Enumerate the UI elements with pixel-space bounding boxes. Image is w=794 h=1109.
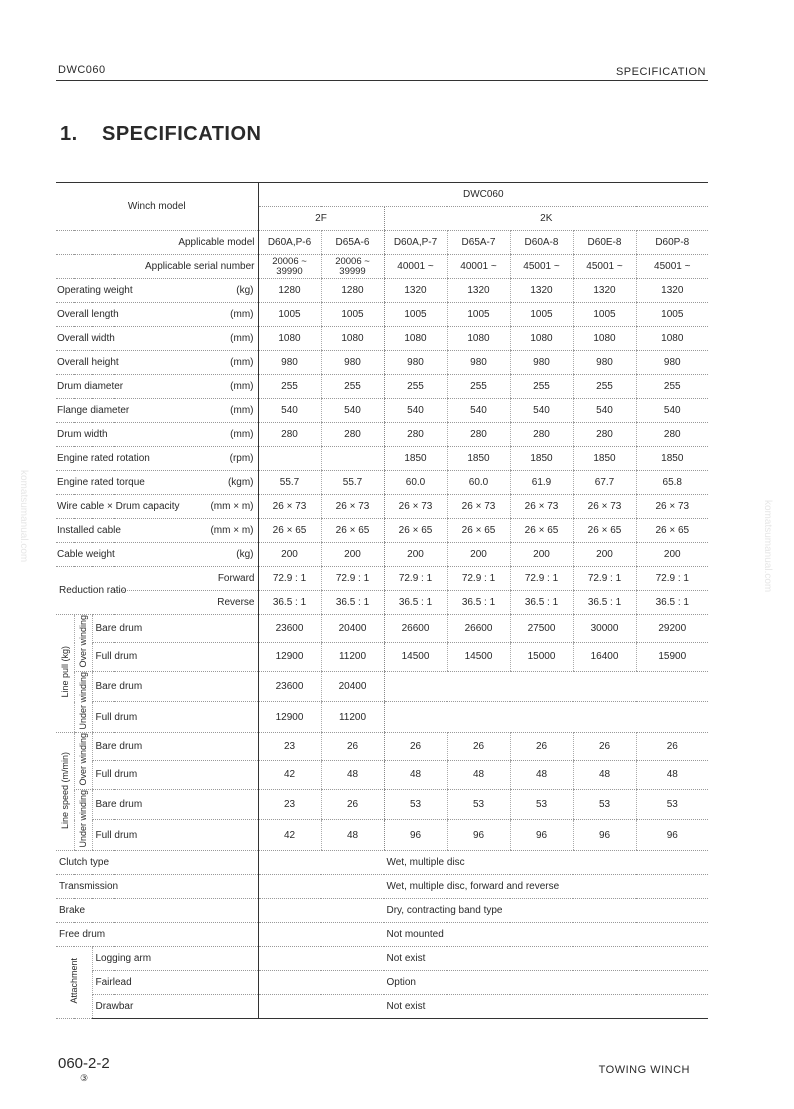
spec-row — [56, 423, 708, 447]
spec-unit: (mm) — [230, 333, 254, 344]
reverse-value: 36.5 : 1 — [321, 591, 384, 615]
misc-value: Wet, multiple disc, forward and reverse — [258, 875, 708, 899]
serial-cell: 45001 ~ — [636, 255, 708, 279]
header-rule — [56, 80, 708, 81]
speed-value: 96 — [447, 820, 510, 851]
spec-value: 1080 — [384, 327, 447, 351]
spec-value: 26 × 65 — [636, 519, 708, 543]
doc-code: DWC060 — [58, 64, 106, 76]
spec-value: 26 × 73 — [384, 495, 447, 519]
spec-name: Overall width — [57, 333, 115, 344]
footer-section: TOWING WINCH — [598, 1064, 690, 1076]
spec-value: 280 — [384, 423, 447, 447]
serial-to: 39990 — [276, 265, 303, 277]
attachment-item-value: Option — [258, 971, 708, 995]
attachment-item-label: Logging arm — [92, 947, 258, 971]
line-pull-over-bare-row — [56, 615, 708, 643]
serial-cell: 45001 ~ — [510, 255, 573, 279]
full-drum-label: Full drum — [92, 643, 258, 671]
spec-row — [56, 351, 708, 375]
reduction-forward-row — [56, 567, 708, 591]
speed-value: 26 — [321, 789, 384, 820]
winch-model-row — [56, 183, 708, 207]
spec-value: 255 — [636, 375, 708, 399]
spec-value: 26 × 65 — [258, 519, 321, 543]
misc-label: Transmission — [56, 875, 258, 899]
spec-value: 255 — [384, 375, 447, 399]
spec-row — [56, 327, 708, 351]
spec-value: 55.7 — [258, 471, 321, 495]
model-cell: D60A,P-7 — [384, 231, 447, 255]
spec-name: Wire cable × Drum capacity — [57, 501, 180, 512]
revision-mark: ③ — [80, 1073, 89, 1083]
spec-value: 255 — [510, 375, 573, 399]
attachment-label — [56, 947, 92, 1019]
serial-from: 20006 ~ — [335, 255, 370, 267]
pull-value: 23600 — [258, 671, 321, 702]
spec-row — [56, 447, 708, 471]
pull-value: 14500 — [447, 643, 510, 671]
attachment-row — [56, 995, 708, 1019]
speed-value: 53 — [636, 789, 708, 820]
line-speed-under-bare-row — [56, 789, 708, 820]
spec-value: 540 — [447, 399, 510, 423]
model-cell: D60A-8 — [510, 231, 573, 255]
specification-table — [56, 182, 708, 1019]
speed-value: 26 — [636, 733, 708, 761]
winch-model-label: Winch model — [56, 183, 258, 231]
spec-value: 200 — [258, 543, 321, 567]
spec-value: 1080 — [321, 327, 384, 351]
spec-value: 1850 — [573, 447, 636, 471]
spec-value: 1005 — [384, 303, 447, 327]
group-2k: 2K — [384, 207, 708, 231]
spec-unit: (kg) — [236, 549, 254, 560]
spec-row — [56, 375, 708, 399]
spec-value: 26 × 73 — [447, 495, 510, 519]
spec-value: 540 — [384, 399, 447, 423]
misc-value: Wet, multiple disc — [258, 851, 708, 875]
spec-value: 980 — [258, 351, 321, 375]
line-pull-under-text: Under winding — [78, 671, 88, 730]
spec-value: 1320 — [636, 279, 708, 303]
spec-value: 1005 — [573, 303, 636, 327]
applicable-model-label: Applicable model — [56, 231, 258, 255]
misc-label: Brake — [56, 899, 258, 923]
speed-value: 26 — [510, 733, 573, 761]
spec-value: 1080 — [447, 327, 510, 351]
attachment-item-label: Fairlead — [92, 971, 258, 995]
reverse-value: 36.5 : 1 — [636, 591, 708, 615]
misc-row — [56, 875, 708, 899]
line-speed-over-bare-row — [56, 733, 708, 761]
spec-row — [56, 471, 708, 495]
spec-row-label — [56, 423, 258, 447]
spec-unit: (rpm) — [229, 453, 254, 464]
spec-name: Installed cable — [57, 525, 121, 536]
full-drum-label: Full drum — [92, 702, 258, 733]
spec-value: 1850 — [384, 447, 447, 471]
misc-label: Clutch type — [56, 851, 258, 875]
line-pull-under-bare-row — [56, 671, 708, 702]
speed-value: 26 — [447, 733, 510, 761]
winch-model-value: DWC060 — [258, 183, 708, 207]
speed-value: 26 — [384, 733, 447, 761]
spec-value: 65.8 — [636, 471, 708, 495]
serial-row — [56, 255, 708, 279]
attachment-row — [56, 947, 708, 971]
attachment-row — [56, 971, 708, 995]
misc-row — [56, 923, 708, 947]
spec-value: 26 × 65 — [573, 519, 636, 543]
misc-label: Free drum — [56, 923, 258, 947]
spec-value: 200 — [573, 543, 636, 567]
spec-value: 255 — [447, 375, 510, 399]
line-speed-text: Line speed (m/min) — [59, 751, 70, 829]
pull-value: 23600 — [258, 615, 321, 643]
empty-cell — [384, 702, 708, 733]
line-pull-over-text: Over winding — [78, 615, 88, 668]
spec-value: 26 × 73 — [573, 495, 636, 519]
spec-value: 1850 — [510, 447, 573, 471]
spec-unit: (kg) — [236, 285, 254, 296]
spec-value: 980 — [447, 351, 510, 375]
spec-name: Flange diameter — [57, 405, 130, 416]
speed-value: 48 — [636, 761, 708, 789]
section-header: SPECIFICATION — [615, 66, 706, 78]
spec-value: 980 — [384, 351, 447, 375]
serial-cell — [321, 255, 384, 279]
speed-value: 23 — [258, 733, 321, 761]
line-pull-label — [56, 615, 74, 733]
spec-value: 280 — [573, 423, 636, 447]
speed-value: 96 — [573, 820, 636, 851]
spec-unit: (mm) — [230, 309, 254, 320]
spec-value — [321, 447, 384, 471]
reverse-value: 36.5 : 1 — [258, 591, 321, 615]
spec-value: 1320 — [384, 279, 447, 303]
pull-value: 30000 — [573, 615, 636, 643]
line-pull-under-label — [74, 671, 92, 733]
misc-value: Dry, contracting band type — [258, 899, 708, 923]
speed-value: 53 — [510, 789, 573, 820]
serial-cell: 45001 ~ — [573, 255, 636, 279]
spec-value: 540 — [573, 399, 636, 423]
speed-value: 48 — [510, 761, 573, 789]
model-cell: D60A,P-6 — [258, 231, 321, 255]
spec-name: Engine rated torque — [57, 477, 145, 488]
spec-value: 26 × 73 — [321, 495, 384, 519]
spec-name: Overall length — [57, 309, 119, 320]
spec-value: 1280 — [258, 279, 321, 303]
misc-row — [56, 899, 708, 923]
spec-value: 280 — [258, 423, 321, 447]
bare-label-label: Bare drum — [92, 789, 258, 820]
forward-value: 72.9 : 1 — [573, 567, 636, 591]
line-speed-over-text: Over winding — [78, 733, 88, 786]
watermark-right: komatsumanual.com — [762, 500, 773, 593]
spec-value: 540 — [258, 399, 321, 423]
spec-value: 61.9 — [510, 471, 573, 495]
page-title — [60, 123, 261, 146]
pull-value: 20400 — [321, 615, 384, 643]
spec-value: 200 — [321, 543, 384, 567]
spec-row-label — [56, 327, 258, 351]
spec-value: 26 × 73 — [510, 495, 573, 519]
spec-name: Drum width — [57, 429, 108, 440]
spec-row-label — [56, 303, 258, 327]
spec-unit: (kgm) — [227, 477, 254, 488]
pull-value: 27500 — [510, 615, 573, 643]
spec-row-label — [56, 399, 258, 423]
attachment-item-value: Not exist — [258, 995, 708, 1019]
spec-name: Engine rated rotation — [57, 453, 150, 464]
spec-value: 1080 — [258, 327, 321, 351]
pull-value: 15000 — [510, 643, 573, 671]
speed-value: 48 — [384, 761, 447, 789]
line-speed-label — [56, 733, 74, 851]
speed-value: 48 — [447, 761, 510, 789]
spec-unit: (mm × m) — [210, 501, 254, 512]
forward-label: Forward — [114, 567, 258, 591]
spec-unit: (mm) — [230, 405, 254, 416]
spec-value: 200 — [384, 543, 447, 567]
pull-value: 12900 — [258, 643, 321, 671]
spec-value: 1005 — [321, 303, 384, 327]
reduction-label: Reduction ratio — [56, 567, 114, 615]
spec-row-label — [56, 375, 258, 399]
line-pull-under-full-row — [56, 702, 708, 733]
model-cell: D65A-7 — [447, 231, 510, 255]
reverse-value: 36.5 : 1 — [384, 591, 447, 615]
spec-name: Drum diameter — [57, 381, 124, 392]
speed-value: 53 — [447, 789, 510, 820]
spec-row — [56, 303, 708, 327]
speed-value: 26 — [321, 733, 384, 761]
spec-value: 26 × 65 — [384, 519, 447, 543]
spec-value: 26 × 73 — [258, 495, 321, 519]
spec-unit: (mm) — [230, 357, 254, 368]
model-cell: D60P-8 — [636, 231, 708, 255]
spec-row — [56, 543, 708, 567]
spec-value: 255 — [258, 375, 321, 399]
attachment-item-value: Not exist — [258, 947, 708, 971]
speed-value: 53 — [384, 789, 447, 820]
forward-value: 72.9 : 1 — [384, 567, 447, 591]
spec-row — [56, 495, 708, 519]
spec-name: Cable weight — [57, 549, 115, 560]
spec-value: 1005 — [510, 303, 573, 327]
spec-value: 280 — [321, 423, 384, 447]
bare-drum-label: Bare drum — [92, 615, 258, 643]
spec-row-label — [56, 447, 258, 471]
forward-value: 72.9 : 1 — [510, 567, 573, 591]
serial-cell: 40001 ~ — [447, 255, 510, 279]
spec-value: 280 — [447, 423, 510, 447]
spec-value: 1280 — [321, 279, 384, 303]
model-cell: D65A-6 — [321, 231, 384, 255]
attachment-item-label: Drawbar — [92, 995, 258, 1019]
spec-row — [56, 399, 708, 423]
title-number: 1. — [60, 123, 78, 145]
line-pull-text: Line pull (kg) — [59, 646, 70, 698]
serial-cell — [258, 255, 321, 279]
line-pull-over-full-row — [56, 643, 708, 671]
spec-row-label — [56, 495, 258, 519]
spec-value: 67.7 — [573, 471, 636, 495]
spec-value: 1320 — [510, 279, 573, 303]
pull-value: 26600 — [384, 615, 447, 643]
pull-value: 12900 — [258, 702, 321, 733]
spec-row — [56, 519, 708, 543]
spec-unit: (mm) — [230, 381, 254, 392]
pull-value: 29200 — [636, 615, 708, 643]
spec-value: 26 × 65 — [321, 519, 384, 543]
spec-row-label — [56, 279, 258, 303]
spec-row-label — [56, 351, 258, 375]
forward-value: 72.9 : 1 — [258, 567, 321, 591]
spec-value: 255 — [321, 375, 384, 399]
spec-value: 1080 — [573, 327, 636, 351]
spec-row-label — [56, 543, 258, 567]
spec-row — [56, 279, 708, 303]
spec-value: 200 — [510, 543, 573, 567]
speed-value: 96 — [636, 820, 708, 851]
spec-value: 280 — [510, 423, 573, 447]
spec-row-label — [56, 519, 258, 543]
speed-value: 96 — [510, 820, 573, 851]
speed-value: 42 — [258, 761, 321, 789]
spec-value: 1320 — [447, 279, 510, 303]
full-label-label: Full drum — [92, 820, 258, 851]
misc-row — [56, 851, 708, 875]
reduction-reverse-row — [56, 591, 708, 615]
spec-value: 200 — [447, 543, 510, 567]
spec-value: 1005 — [636, 303, 708, 327]
bare-drum-label: Bare drum — [92, 671, 258, 702]
spec-value: 200 — [636, 543, 708, 567]
pull-value: 11200 — [321, 702, 384, 733]
applicable-model-row — [56, 231, 708, 255]
forward-value: 72.9 : 1 — [321, 567, 384, 591]
pull-value: 11200 — [321, 643, 384, 671]
spec-value: 26 × 65 — [447, 519, 510, 543]
line-speed-over-label — [74, 733, 92, 790]
title-text: SPECIFICATION — [102, 123, 262, 145]
line-pull-over-label — [74, 615, 92, 672]
spec-value: 980 — [321, 351, 384, 375]
spec-name: Operating weight — [57, 285, 133, 296]
speed-value: 48 — [321, 761, 384, 789]
serial-to: 39999 — [339, 265, 366, 277]
forward-value: 72.9 : 1 — [447, 567, 510, 591]
forward-value: 72.9 : 1 — [636, 567, 708, 591]
spec-value: 1850 — [636, 447, 708, 471]
speed-value: 23 — [258, 789, 321, 820]
empty-cell — [384, 671, 708, 702]
spec-row-label — [56, 471, 258, 495]
spec-value: 1080 — [636, 327, 708, 351]
spec-value: 540 — [321, 399, 384, 423]
line-speed-under-text: Under winding — [78, 789, 88, 848]
group-2f: 2F — [258, 207, 384, 231]
spec-value: 1005 — [258, 303, 321, 327]
reverse-value: 36.5 : 1 — [573, 591, 636, 615]
spec-value — [258, 447, 321, 471]
spec-value: 980 — [510, 351, 573, 375]
spec-value: 1850 — [447, 447, 510, 471]
spec-value: 55.7 — [321, 471, 384, 495]
spec-value: 540 — [636, 399, 708, 423]
pull-value: 15900 — [636, 643, 708, 671]
speed-value: 48 — [321, 820, 384, 851]
model-cell: D60E-8 — [573, 231, 636, 255]
spec-value: 540 — [510, 399, 573, 423]
pull-value: 16400 — [573, 643, 636, 671]
page-number: 060-2-2 — [58, 1055, 110, 1072]
spec-unit: (mm) — [230, 429, 254, 440]
spec-value: 255 — [573, 375, 636, 399]
spec-value: 980 — [636, 351, 708, 375]
spec-value: 1005 — [447, 303, 510, 327]
full-label-label: Full drum — [92, 761, 258, 789]
spec-value: 980 — [573, 351, 636, 375]
reverse-value: 36.5 : 1 — [447, 591, 510, 615]
speed-value: 96 — [384, 820, 447, 851]
spec-unit: (mm × m) — [210, 525, 254, 536]
spec-value: 26 × 73 — [636, 495, 708, 519]
spec-value: 26 × 65 — [510, 519, 573, 543]
line-speed-under-label — [74, 789, 92, 851]
pull-value: 14500 — [384, 643, 447, 671]
line-speed-over-full-row — [56, 761, 708, 789]
misc-value: Not mounted — [258, 923, 708, 947]
bare-label-label: Bare drum — [92, 733, 258, 761]
line-speed-under-full-row — [56, 820, 708, 851]
speed-value: 53 — [573, 789, 636, 820]
speed-value: 26 — [573, 733, 636, 761]
speed-value: 48 — [573, 761, 636, 789]
serial-cell: 40001 ~ — [384, 255, 447, 279]
spec-value: 1320 — [573, 279, 636, 303]
speed-value: 42 — [258, 820, 321, 851]
spec-value: 1080 — [510, 327, 573, 351]
serial-from: 20006 ~ — [272, 255, 307, 267]
watermark-left: komatsumanual.com — [18, 470, 29, 563]
attachment-text: Attachment — [68, 958, 79, 1004]
pull-value: 26600 — [447, 615, 510, 643]
pull-value: 20400 — [321, 671, 384, 702]
spec-name: Overall height — [57, 357, 119, 368]
spec-value: 280 — [636, 423, 708, 447]
spec-value: 60.0 — [384, 471, 447, 495]
reverse-value: 36.5 : 1 — [510, 591, 573, 615]
reverse-label: Reverse — [114, 591, 258, 615]
spec-value: 60.0 — [447, 471, 510, 495]
serial-label: Applicable serial number — [56, 255, 258, 279]
